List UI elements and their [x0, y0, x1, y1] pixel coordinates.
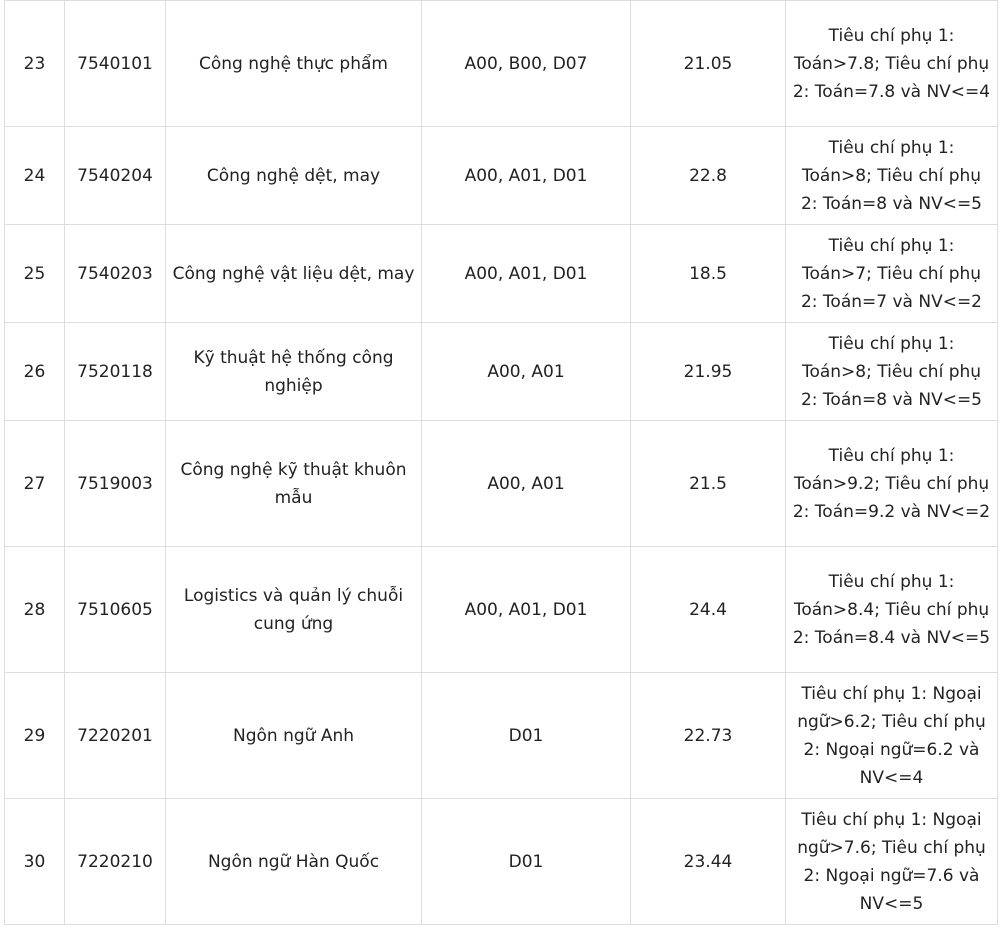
table-row: [5, 421, 998, 547]
admission-score: 21.05: [631, 1, 786, 127]
row-number: 28: [5, 547, 65, 673]
table-row: [5, 1, 998, 127]
admission-score: 22.73: [631, 673, 786, 799]
major-name: Ngôn ngữ Hàn Quốc: [166, 799, 422, 925]
major-name: Công nghệ dệt, may: [166, 127, 422, 225]
tiebreak-criteria: Tiêu chí phụ 1: Ngoại ngữ>6.2; Tiêu chí phụ 2: Ngoại ngữ=6.2 và NV<=4: [786, 673, 998, 799]
row-number: 25: [5, 225, 65, 323]
admission-score: 23.44: [631, 799, 786, 925]
major-name: Kỹ thuật hệ thống công nghiệp: [166, 323, 422, 421]
major-code: 7520118: [65, 323, 166, 421]
table-row: [5, 799, 998, 925]
row-number: 29: [5, 673, 65, 799]
admission-score: 22.8: [631, 127, 786, 225]
subject-combinations: A00, A01: [422, 421, 631, 547]
tiebreak-criteria: Tiêu chí phụ 1: Toán>8.4; Tiêu chí phụ 2: Toán=8.4 và NV<=5: [786, 547, 998, 673]
major-code: 7220201: [65, 673, 166, 799]
major-code: 7220210: [65, 799, 166, 925]
subject-combinations: A00, A01: [422, 323, 631, 421]
subject-combinations: A00, A01, D01: [422, 127, 631, 225]
major-name: Ngôn ngữ Anh: [166, 673, 422, 799]
row-number: 27: [5, 421, 65, 547]
major-name: Logistics và quản lý chuỗi cung ứng: [166, 547, 422, 673]
admission-scores-table: [4, 0, 998, 925]
row-number: 26: [5, 323, 65, 421]
table-row: [5, 673, 998, 799]
subject-combinations: A00, B00, D07: [422, 1, 631, 127]
tiebreak-criteria: Tiêu chí phụ 1: Ngoại ngữ>7.6; Tiêu chí phụ 2: Ngoại ngữ=7.6 và NV<=5: [786, 799, 998, 925]
major-name: Công nghệ thực phẩm: [166, 1, 422, 127]
table-row: [5, 127, 998, 225]
table-row: [5, 547, 998, 673]
admission-score: 18.5: [631, 225, 786, 323]
tiebreak-criteria: Tiêu chí phụ 1: Toán>7; Tiêu chí phụ 2: Toán=7 và NV<=2: [786, 225, 998, 323]
tiebreak-criteria: Tiêu chí phụ 1: Toán>8; Tiêu chí phụ 2: Toán=8 và NV<=5: [786, 127, 998, 225]
subject-combinations: D01: [422, 799, 631, 925]
major-code: 7519003: [65, 421, 166, 547]
admission-score: 21.95: [631, 323, 786, 421]
table-row: [5, 323, 998, 421]
subject-combinations: A00, A01, D01: [422, 547, 631, 673]
tiebreak-criteria: Tiêu chí phụ 1: Toán>7.8; Tiêu chí phụ 2: Toán=7.8 và NV<=4: [786, 1, 998, 127]
major-name: Công nghệ vật liệu dệt, may: [166, 225, 422, 323]
admission-score: 24.4: [631, 547, 786, 673]
row-number: 23: [5, 1, 65, 127]
table-row: [5, 225, 998, 323]
subject-combinations: A00, A01, D01: [422, 225, 631, 323]
major-code: 7510605: [65, 547, 166, 673]
major-code: 7540204: [65, 127, 166, 225]
row-number: 24: [5, 127, 65, 225]
admission-score: 21.5: [631, 421, 786, 547]
subject-combinations: D01: [422, 673, 631, 799]
major-code: 7540203: [65, 225, 166, 323]
row-number: 30: [5, 799, 65, 925]
major-code: 7540101: [65, 1, 166, 127]
tiebreak-criteria: Tiêu chí phụ 1: Toán>8; Tiêu chí phụ 2: Toán=8 và NV<=5: [786, 323, 998, 421]
tiebreak-criteria: Tiêu chí phụ 1: Toán>9.2; Tiêu chí phụ 2: Toán=9.2 và NV<=2: [786, 421, 998, 547]
major-name: Công nghệ kỹ thuật khuôn mẫu: [166, 421, 422, 547]
